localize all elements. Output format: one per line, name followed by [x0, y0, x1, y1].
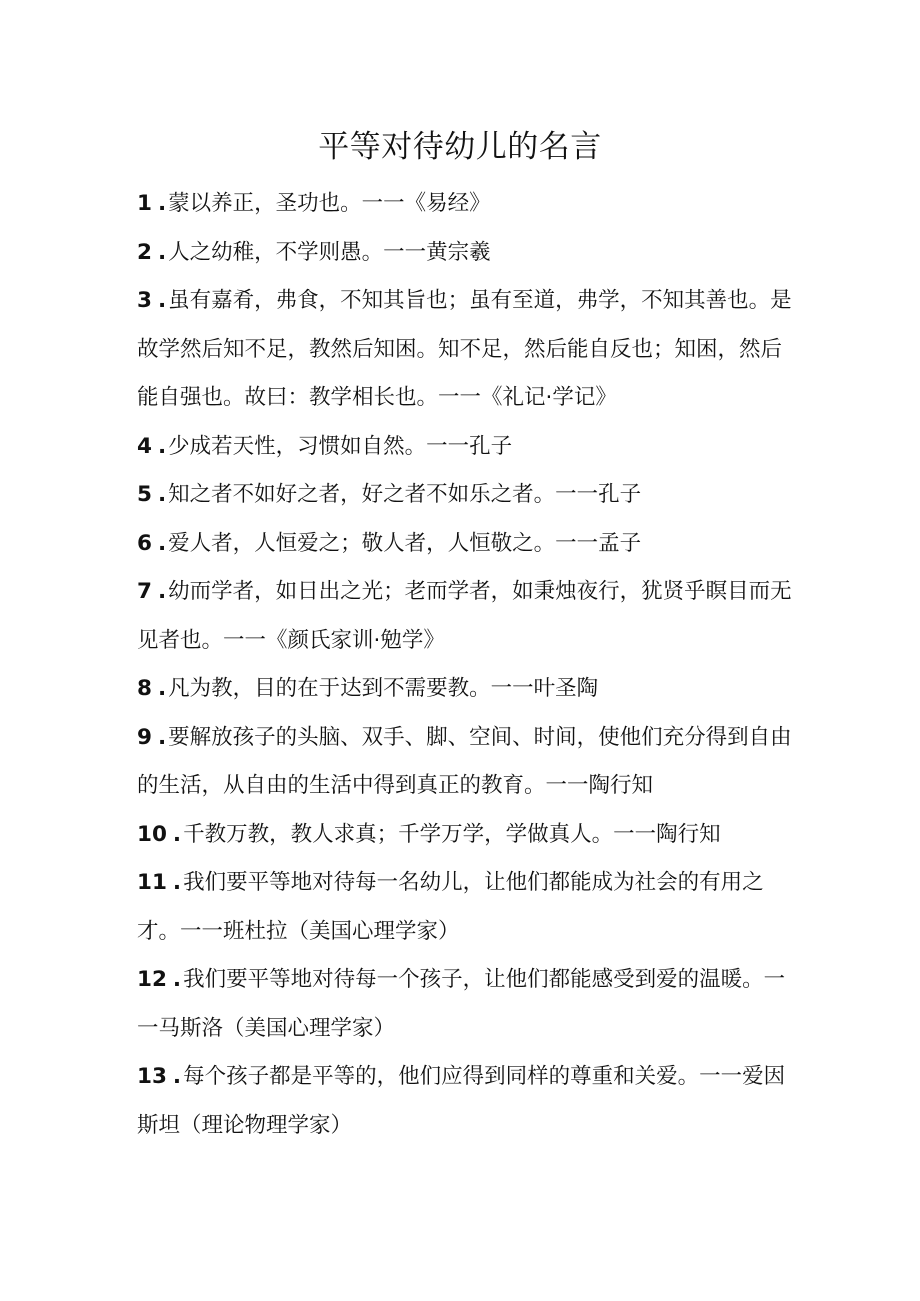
quote-item: [137, 956, 797, 1053]
quote-text: 人之幼稚，不学则愚。一一黄宗羲: [168, 239, 491, 265]
quote-item: [137, 520, 797, 569]
quote-item: [137, 811, 797, 860]
quote-number: 13: [137, 1064, 167, 1089]
quote-text: 少成若天性，习惯如自然。一一孔子: [168, 433, 513, 459]
quote-number-dot: .: [157, 724, 167, 750]
quote-text: 要解放孩子的头脑、双手、脚、空间、时间，使他们充分得到自由的生活，从自由的生活中得到真正的教育。一一陶行知: [137, 724, 792, 798]
quote-list: [137, 180, 797, 1150]
quote-number-dot: .: [172, 821, 182, 847]
quote-item: [137, 1053, 797, 1150]
quote-number: 1: [137, 191, 152, 216]
quote-item: [137, 471, 797, 520]
quote-number-dot: .: [172, 967, 182, 992]
quote-number-dot: .: [172, 870, 182, 895]
quote-number: 11: [137, 870, 167, 895]
quote-text: 每个孩子都是平等的，他们应得到同样的尊重和关爱。一一爱因斯坦（理论物理学家）: [137, 1064, 786, 1138]
quote-item: [137, 180, 797, 229]
quote-number: 2: [137, 239, 152, 265]
quote-number: 6: [137, 530, 152, 556]
quote-text: 爱人者，人恒爱之；敬人者，人恒敬之。一一孟子: [168, 530, 642, 556]
quote-item: [137, 568, 797, 665]
quote-text: 虽有嘉肴，弗食，不知其旨也；虽有至道，弗学，不知其善也。是故学然后知不足，教然后知困。知不足，然后能自反也；知困，然后能自强也。故曰：教学相长也。一一《礼记·学记》: [137, 288, 792, 410]
page-title: 平等对待幼儿的名言: [318, 129, 602, 165]
quote-number: 7: [137, 579, 152, 604]
quote-text: 我们要平等地对待每一名幼儿，让他们都能成为社会的有用之才。一一班杜拉（美国心理学家）: [137, 870, 764, 944]
quote-number: 8: [137, 676, 152, 701]
quote-number: 3: [137, 288, 152, 313]
quote-text: 我们要平等地对待每一个孩子，让他们都能感受到爱的温暖。一一马斯洛（美国心理学家）: [137, 967, 786, 1041]
quote-number-dot: .: [157, 288, 167, 313]
quote-number: 9: [137, 724, 152, 750]
quote-item: [137, 423, 797, 472]
quote-number: 5: [137, 482, 152, 507]
quote-item: [137, 859, 797, 956]
quote-number-dot: .: [157, 530, 167, 556]
quote-item: [137, 714, 797, 811]
quote-text: 凡为教，目的在于达到不需要教。一一叶圣陶: [168, 676, 599, 701]
quote-number-dot: .: [157, 433, 167, 459]
quote-text: 千教万教，教人求真；千学万学，学做真人。一一陶行知: [183, 821, 721, 847]
quote-text: 蒙以养正，圣功也。一一《易经》: [168, 191, 491, 216]
quote-item: [137, 665, 797, 714]
quote-number-dot: .: [157, 239, 167, 265]
quote-number: 12: [137, 967, 167, 992]
quote-item: [137, 277, 797, 423]
quote-number-dot: .: [157, 191, 167, 216]
quote-number-dot: .: [157, 579, 167, 604]
quote-number-dot: .: [157, 482, 167, 507]
quote-item: [137, 229, 797, 278]
quote-number-dot: .: [172, 1064, 182, 1089]
quote-number: 10: [137, 821, 167, 847]
quote-text: 知之者不如好之者，好之者不如乐之者。一一孔子: [168, 482, 642, 507]
quote-number-dot: .: [157, 676, 167, 701]
quote-text: 幼而学者，如日出之光；老而学者，如秉烛夜行，犹贤乎瞑目而无见者也。一一《颜氏家训·勉学》: [137, 579, 792, 653]
quote-number: 4: [137, 433, 152, 459]
